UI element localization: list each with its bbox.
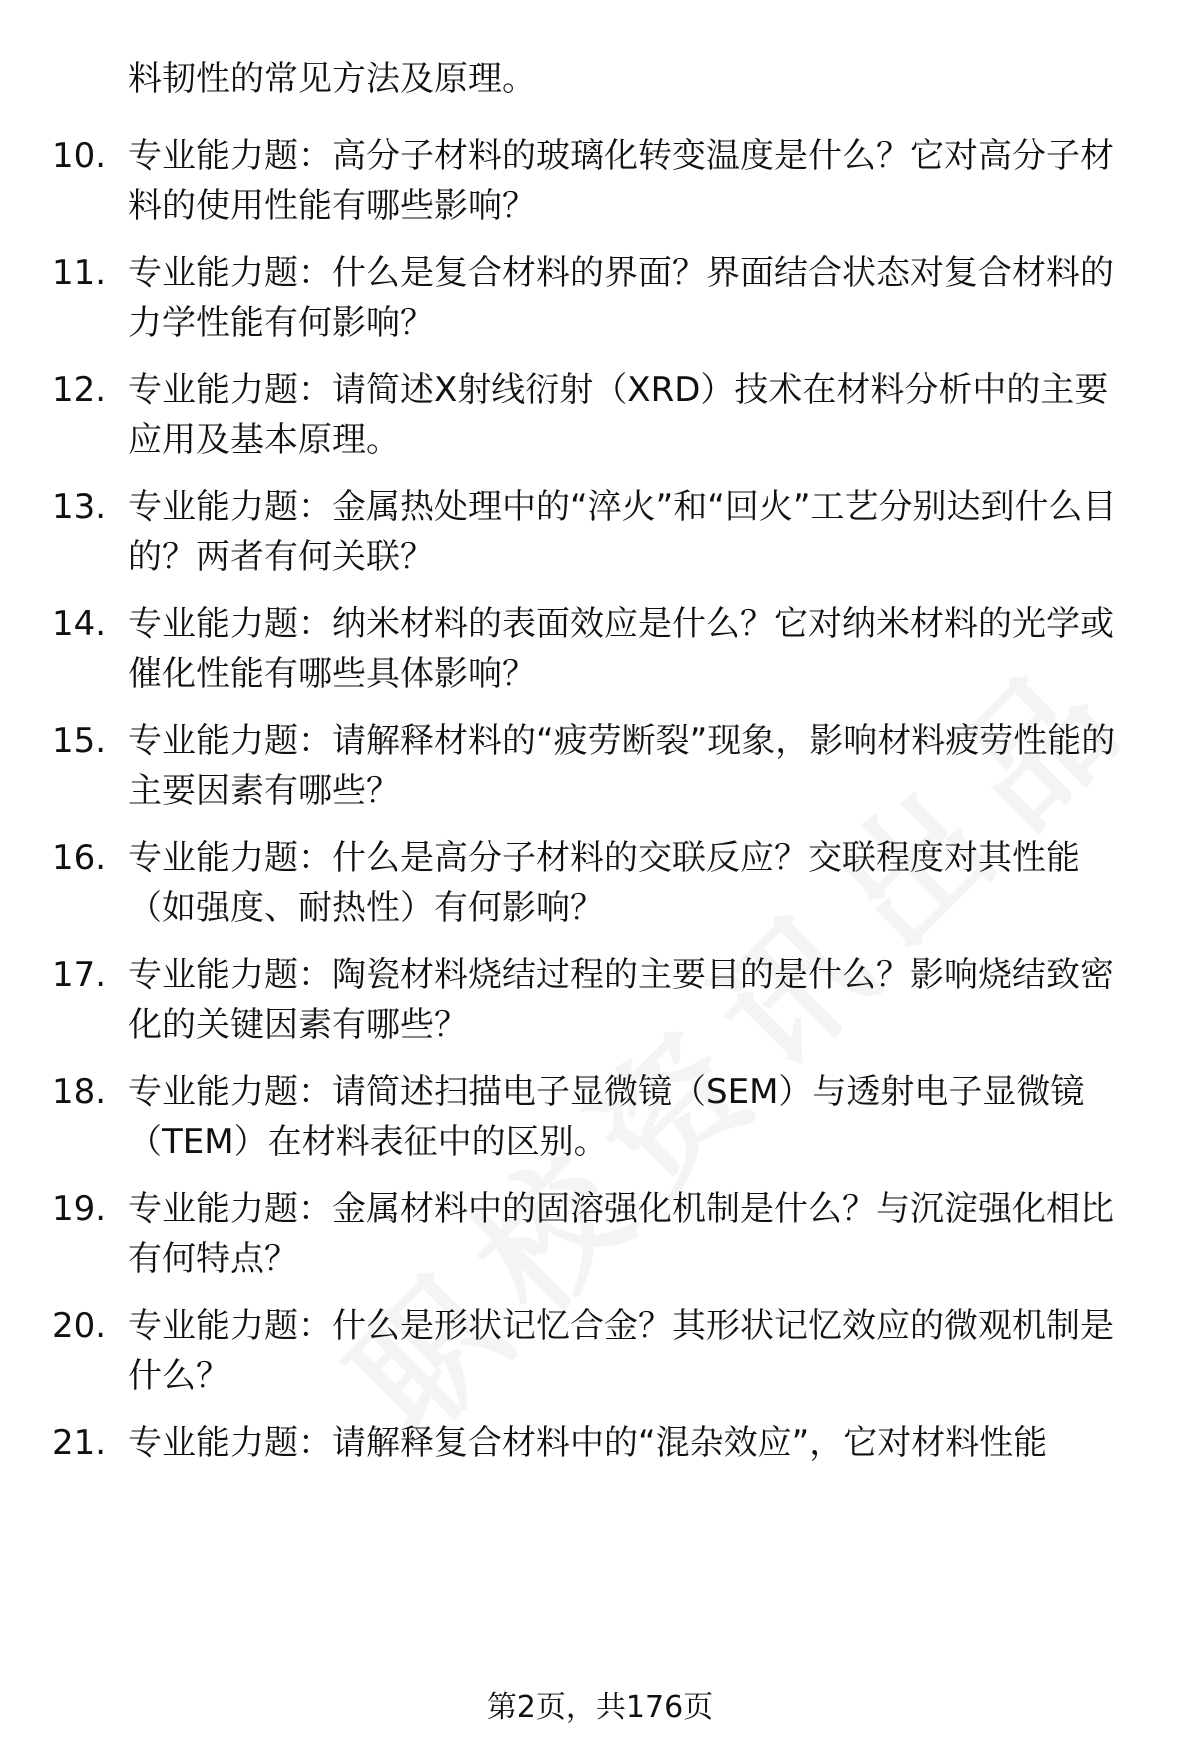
question-text: 专业能力题：请简述扫描电子显微镜（SEM）与透射电子显微镜（TEM）在材料表征中的区别。 [128, 1072, 1085, 1162]
question-number: 12. [52, 370, 107, 410]
question-text: 专业能力题：陶瓷材料烧结过程的主要目的是什么？影响烧结致密化的关键因素有哪些？ [128, 955, 1114, 1045]
question-number: 15. [52, 721, 107, 761]
question-text: 专业能力题：什么是形状记忆合金？其形状记忆效应的微观机制是什么？ [128, 1306, 1114, 1396]
question-number: 11. [52, 253, 107, 293]
question-text: 专业能力题：什么是复合材料的界面？界面结合状态对复合材料的力学性能有何影响？ [128, 253, 1114, 343]
question-text: 专业能力题：金属材料中的固溶强化机制是什么？与沉淀强化相比有何特点？ [128, 1189, 1114, 1279]
question-text: 专业能力题：请解释材料的“疲劳断裂”现象，影响材料疲劳性能的主要因素有哪些？ [128, 721, 1116, 811]
question-text: 专业能力题：请简述X射线衍射（XRD）技术在材料分析中的主要应用及基本原理。 [128, 370, 1109, 460]
question-text: 专业能力题：金属热处理中的“淬火”和“回火”工艺分别达到什么目的？两者有何关联？ [128, 487, 1117, 577]
question-text: 专业能力题：纳米材料的表面效应是什么？它对纳米材料的光学或催化性能有哪些具体影响？ [128, 604, 1114, 694]
question-text: 专业能力题：高分子材料的玻璃化转变温度是什么？它对高分子材料的使用性能有哪些影响？ [128, 136, 1114, 226]
question-number: 14. [52, 604, 107, 644]
question-number: 10. [52, 136, 107, 176]
question-text: 专业能力题：请解释复合材料中的“混杂效应”，它对材料性能 [128, 1423, 1048, 1463]
page-footer: 第2页，共176页 [486, 1690, 714, 1725]
question-number: 21. [52, 1423, 107, 1463]
question-number: 16. [52, 838, 107, 878]
question-number: 17. [52, 955, 107, 995]
question-number: 20. [52, 1306, 107, 1346]
question-number: 13. [52, 487, 107, 527]
question-text: 专业能力题：什么是高分子材料的交联反应？交联程度对其性能（如强度、耐热性）有何影响？ [128, 838, 1080, 928]
question-number: 19. [52, 1189, 107, 1229]
continuation-text: 料韧性的常见方法及原理。 [128, 59, 536, 99]
question-number: 18. [52, 1072, 107, 1112]
